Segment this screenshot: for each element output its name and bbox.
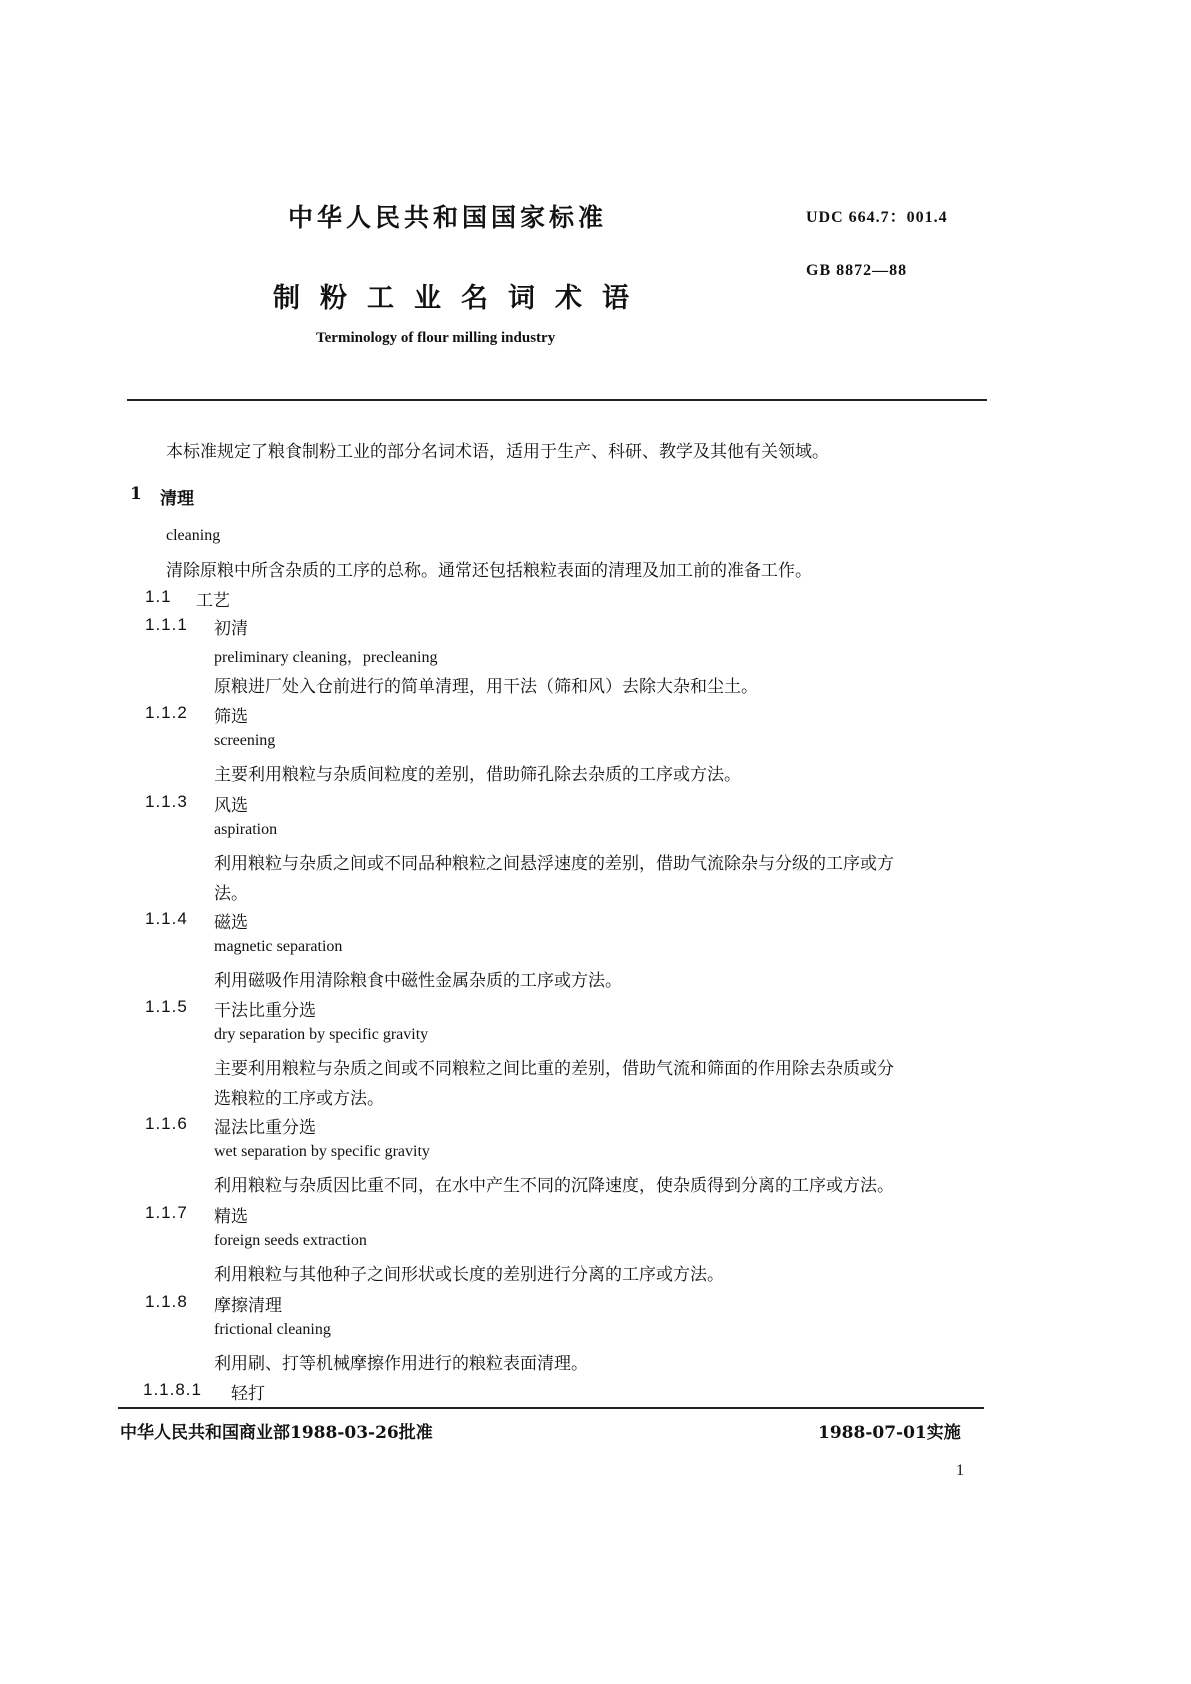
- term-definition: 利用磁吸作用清除粮食中磁性金属杂质的工序或方法。: [214, 971, 622, 991]
- term-title: 湿法比重分选: [214, 1118, 316, 1138]
- section-title-en: cleaning: [166, 527, 221, 544]
- term-title: 筛选: [214, 707, 248, 727]
- term-title-en: dry separation by specific gravity: [214, 1026, 429, 1043]
- udc-code: UDC 664.7：001.4: [806, 209, 948, 226]
- term-number: 1.1.5: [145, 997, 188, 1016]
- term-title-en: magnetic separation: [214, 938, 343, 955]
- term-title-en: preliminary cleaning，precleaning: [214, 649, 438, 666]
- implement-note: 1988-07-01实施: [818, 1423, 961, 1443]
- term-number: 1.1.8.1: [143, 1380, 202, 1399]
- page-title-en: Terminology of flour milling industry: [316, 330, 556, 346]
- standard-label: 中华人民共和国国家标准: [288, 203, 608, 232]
- term-title: 风选: [214, 796, 248, 816]
- page-number: 1: [956, 1462, 964, 1479]
- subsection-number: 1.1: [145, 587, 172, 606]
- subsection-title: 工艺: [196, 591, 230, 611]
- section-definition: 清除原粮中所含杂质的工序的总称。通常还包括粮粒表面的清理及加工前的准备工作。: [166, 561, 812, 581]
- approval-note: 中华人民共和国商业部1988-03-26批准: [120, 1423, 433, 1443]
- term-title-en: screening: [214, 732, 276, 749]
- header-divider: [127, 399, 987, 401]
- term-title: 磁选: [214, 913, 248, 933]
- term-definition: 利用粮粒与其他种子之间形状或长度的差别进行分离的工序或方法。: [214, 1265, 724, 1285]
- term-definition-cont: 法。: [214, 884, 248, 904]
- term-number: 1.1.3: [145, 792, 188, 811]
- term-definition: 主要利用粮粒与杂质之间或不同粮粒之间比重的差别，借助气流和筛面的作用除去杂质或分: [214, 1059, 894, 1079]
- term-title-en: foreign seeds extraction: [214, 1232, 367, 1249]
- term-definition: 主要利用粮粒与杂质间粒度的差别，借助筛孔除去杂质的工序或方法。: [214, 765, 741, 785]
- gb-code: GB 8872—88: [806, 262, 908, 279]
- term-definition: 利用粮粒与杂质因比重不同，在水中产生不同的沉降速度，使杂质得到分离的工序或方法。: [214, 1176, 894, 1196]
- term-definition: 利用粮粒与杂质之间或不同品种粮粒之间悬浮速度的差别，借助气流除杂与分级的工序或方: [214, 854, 894, 874]
- intro-text: 本标准规定了粮食制粉工业的部分名词术语，适用于生产、科研、教学及其他有关领域。: [166, 442, 829, 462]
- section-number: 1: [130, 484, 142, 504]
- term-number: 1.1.2: [145, 703, 188, 722]
- term-title-en: aspiration: [214, 821, 278, 838]
- term-title: 摩擦清理: [214, 1296, 282, 1316]
- term-title: 轻打: [231, 1384, 265, 1404]
- term-number: 1.1.7: [145, 1203, 188, 1222]
- term-number: 1.1.8: [145, 1292, 188, 1311]
- term-definition: 原粮进厂处入仓前进行的简单清理，用干法（筛和风）去除大杂和尘土。: [214, 677, 758, 697]
- term-title-en: wet separation by specific gravity: [214, 1143, 430, 1160]
- footer-divider: [118, 1407, 984, 1409]
- term-definition-cont: 选粮粒的工序或方法。: [214, 1089, 384, 1109]
- term-number: 1.1.6: [145, 1114, 188, 1133]
- section-title: 清理: [160, 489, 194, 509]
- term-title: 初清: [214, 619, 248, 639]
- term-title: 干法比重分选: [214, 1001, 316, 1021]
- term-title-en: frictional cleaning: [214, 1321, 331, 1338]
- term-title: 精选: [214, 1207, 248, 1227]
- term-number: 1.1.1: [145, 615, 188, 634]
- term-definition: 利用刷、打等机械摩擦作用进行的粮粒表面清理。: [214, 1354, 588, 1374]
- term-number: 1.1.4: [145, 909, 188, 928]
- page-title: 制粉工业名词术语: [273, 283, 649, 314]
